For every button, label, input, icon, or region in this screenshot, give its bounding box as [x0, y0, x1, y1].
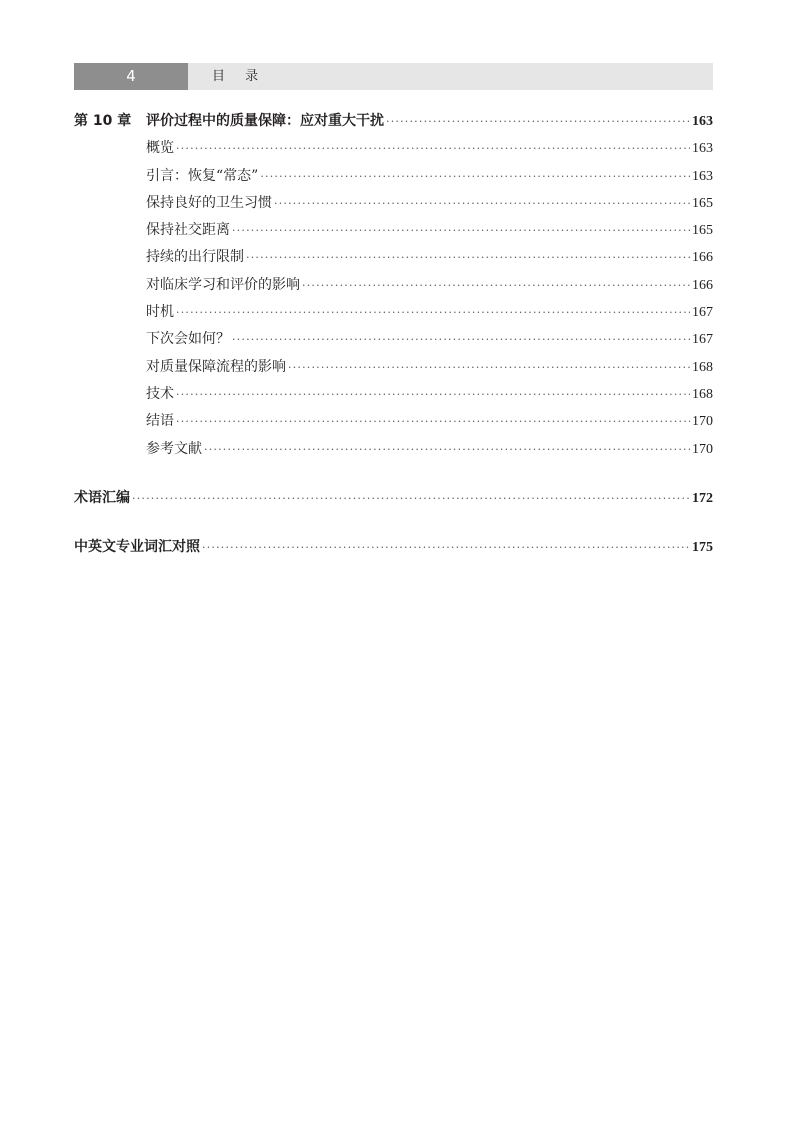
- dot-leader: [232, 326, 690, 353]
- section-title: 技术: [146, 385, 174, 402]
- section-title: 引言：恢复“常态”: [146, 167, 259, 184]
- toc-section-entry[interactable]: [74, 326, 713, 353]
- table-of-contents: [74, 108, 713, 561]
- dot-leader: [176, 381, 690, 408]
- chapter-page-number: 163: [692, 114, 713, 129]
- section-title: 保持社交距离: [146, 222, 230, 239]
- section-title: 时机: [146, 304, 174, 321]
- chapter-label: 第 10 章: [74, 113, 132, 129]
- toc-section-entry[interactable]: [74, 190, 713, 217]
- section-page-number: 166: [692, 277, 713, 293]
- running-header: [74, 63, 713, 90]
- section-page-number: 167: [692, 332, 713, 348]
- toc-section-entry[interactable]: [74, 272, 713, 299]
- section-page-number: 167: [692, 305, 713, 321]
- dot-leader: [274, 190, 690, 217]
- section-title: 对临床学习和评价的影响: [146, 276, 300, 293]
- section-title: 持续的出行限制: [146, 249, 244, 266]
- header-page-number: 4: [74, 63, 188, 90]
- backmatter-page-number: 172: [692, 490, 713, 506]
- section-page-number: 170: [692, 414, 713, 430]
- section-page-number: 166: [692, 250, 713, 266]
- section-page-number: 170: [692, 441, 713, 457]
- section-title: 下次会如何？: [146, 331, 230, 348]
- toc-section-entry[interactable]: [74, 135, 713, 162]
- backmatter-title: 术语汇编: [74, 489, 130, 506]
- section-page-number: 168: [692, 386, 713, 402]
- dot-leader: [204, 436, 690, 463]
- toc-section-entry[interactable]: [74, 436, 713, 463]
- toc-section-entry[interactable]: [74, 163, 713, 190]
- dot-leader: [232, 217, 690, 244]
- section-page-number: 165: [692, 223, 713, 239]
- toc-backmatter-entry[interactable]: [74, 485, 713, 512]
- section-title: 结语: [146, 413, 174, 430]
- dot-leader: [386, 108, 690, 135]
- section-page-number: 168: [692, 359, 713, 375]
- dot-leader: [246, 244, 690, 271]
- toc-backmatter-entry[interactable]: [74, 534, 713, 561]
- dot-leader: [202, 534, 690, 561]
- section-title: 概览: [146, 140, 174, 157]
- toc-section-entry[interactable]: [74, 354, 713, 381]
- dot-leader: [302, 272, 690, 299]
- dot-leader: [176, 135, 690, 162]
- spacer: [74, 463, 713, 485]
- toc-section-entry[interactable]: [74, 381, 713, 408]
- section-title: 保持良好的卫生习惯: [146, 194, 272, 211]
- section-page-number: 165: [692, 195, 713, 211]
- toc-chapter-entry[interactable]: [74, 108, 713, 135]
- dot-leader: [288, 354, 690, 381]
- section-title: 参考文献: [146, 440, 202, 457]
- toc-section-entry[interactable]: [74, 299, 713, 326]
- spacer: [74, 512, 713, 534]
- section-title: 对质量保障流程的影响: [146, 358, 286, 375]
- dot-leader: [260, 163, 690, 190]
- toc-section-entry[interactable]: [74, 244, 713, 271]
- header-section-title: 目 录: [212, 69, 267, 84]
- dot-leader: [176, 299, 690, 326]
- section-page-number: 163: [692, 141, 713, 157]
- backmatter-title: 中英文专业词汇对照: [74, 539, 200, 556]
- toc-section-entry[interactable]: [74, 408, 713, 435]
- toc-section-entry[interactable]: [74, 217, 713, 244]
- dot-leader: [176, 408, 690, 435]
- section-page-number: 163: [692, 168, 713, 184]
- backmatter-page-number: 175: [692, 540, 713, 556]
- chapter-title: 评价过程中的质量保障：应对重大干扰: [146, 113, 384, 129]
- dot-leader: [132, 485, 690, 512]
